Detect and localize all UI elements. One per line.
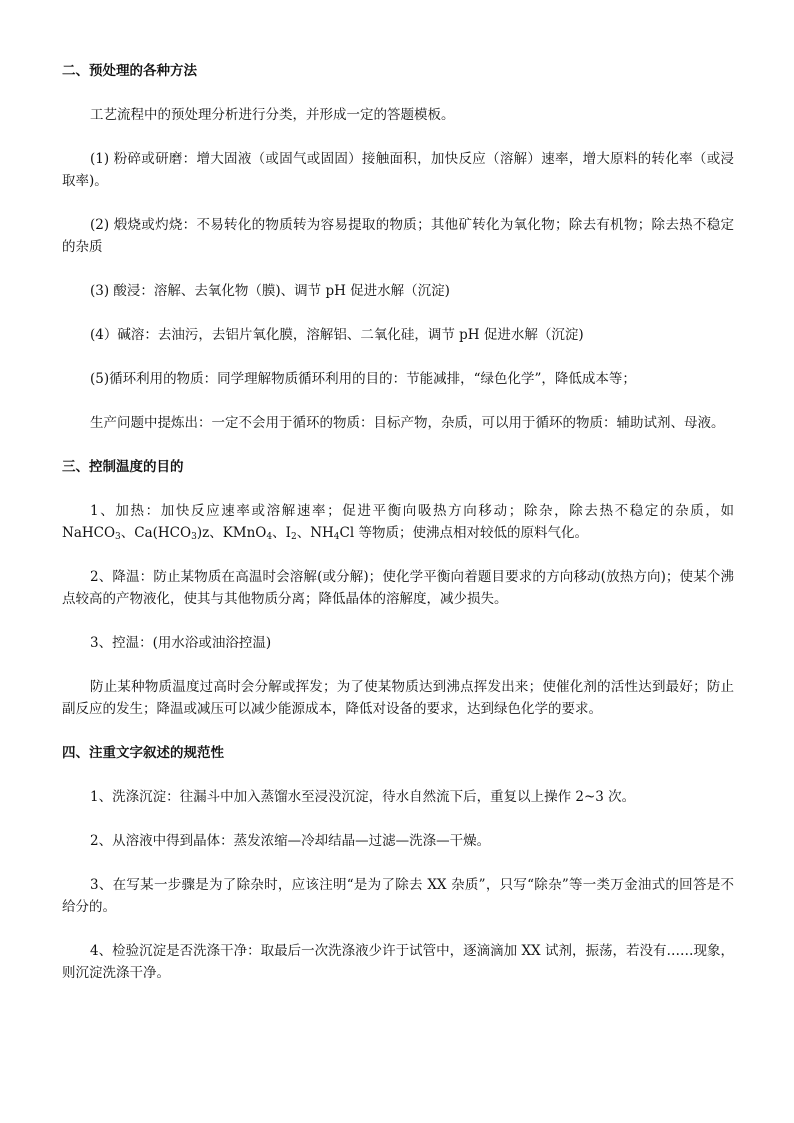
paragraph: (4）碱溶：去油污，去铝片氧化膜，溶解铝、二氧化硅，调节 pH 促进水解（沉淀) [90, 327, 584, 343]
paragraph: 2、从溶液中得到晶体：蒸发浓缩—冷却结晶—过滤—洗涤—干燥。 [90, 833, 491, 849]
paragraph-heating [62, 500, 734, 544]
paragraph: 4、检验沉淀是否洗涤干净：取最后一次洗涤液少许于试管中，逐滴滴加 XX 试剂，振荡，若没有……现象，则沉淀洗涤干净。 [62, 943, 734, 981]
text-run: 、NH [296, 525, 334, 541]
section-heading-pretreatment: 二、预处理的各种方法 [62, 63, 197, 79]
paragraph: 工艺流程中的预处理分析进行分类，并形成一定的答题模板。 [90, 107, 455, 123]
text-run: 1、加热：加快反应速率或溶解速率；促进平衡向吸热方向移动；除杂，除去热不稳定的杂质，如 NaHCO [62, 503, 734, 541]
paragraph: (5)循环利用的物质：同学理解物质循环利用的目的：节能减排，“绿色化学”，降低成本等； [90, 371, 636, 387]
paragraph: (1) 粉碎或研磨：增大固液（或固气或固固）接触面积，加快反应（溶解）速率，增大原料的转化率（或浸取率)。 [62, 151, 734, 189]
paragraph: (2) 煅烧或灼烧：不易转化的物质转为容易提取的物质；其他矿转化为氧化物；除去有机物；除去热不稳定的杂质 [62, 217, 734, 255]
paragraph: 防止某种物质温度过高时会分解或挥发；为了使某物质达到沸点挥发出来；使催化剂的活性达到最好；防止副反应的发生；降温或减压可以减少能源成本，降低对设备的要求，达到绿色化学的要求。 [62, 679, 734, 717]
paragraph: 2、降温：防止某物质在高温时会溶解(或分解)；使化学平衡向着题目要求的方向移动(放热方向)；使某个沸点较高的产物液化，使其与其他物质分离；降低晶体的溶解度，减少损失。 [62, 569, 734, 607]
subscript: 4 [266, 532, 273, 542]
text-run: 、Ca(HCO [120, 525, 192, 541]
document-page [62, 60, 734, 1006]
subscript: 3 [191, 532, 197, 542]
paragraph: 1、洗涤沉淀：往漏斗中加入蒸馏水至浸没沉淀，待水自然流下后，重复以上操作 2~3 次。 [90, 789, 636, 805]
subscript: 3 [115, 532, 121, 542]
paragraph: 生产问题中提炼出：一定不会用于循环的物质：目标产物，杂质，可以用于循环的物质：辅助试剂、母液。 [90, 415, 725, 431]
section-heading-temperature: 三、控制温度的目的 [62, 459, 184, 475]
text-run: )z、KMnO [196, 525, 267, 541]
paragraph: (3) 酸浸：溶解、去氧化物（膜)、调节 pH 促进水解（沉淀) [90, 283, 450, 299]
subscript: 2 [290, 532, 297, 542]
paragraph: 3、控温：(用水浴或油浴控温) [90, 635, 272, 651]
text-run: Cl 等物质；使沸点相对较低的原料气化。 [339, 525, 588, 541]
text-run: 、I [272, 525, 291, 541]
paragraph: 3、在写某一步骤是为了除杂时，应该注明“是为了除去 XX 杂质”，只写“除杂”等一类万金油式的回答是不给分的。 [62, 877, 734, 915]
subscript: 4 [333, 532, 340, 542]
section-heading-wording: 四、注重文字叙述的规范性 [62, 745, 224, 761]
